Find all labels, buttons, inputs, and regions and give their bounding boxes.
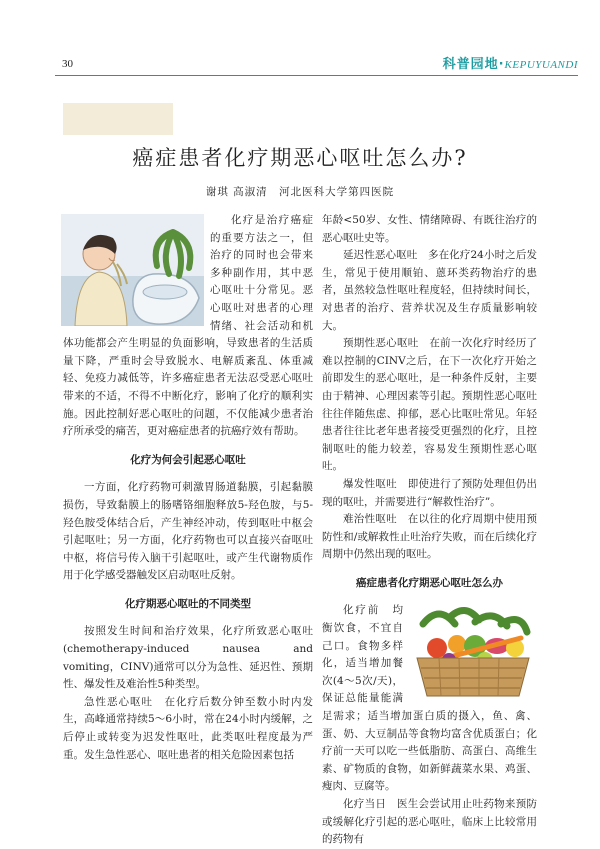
paragraph-anticipatory: 预期性恶心呕吐 在前一次化疗时经历了难以控制的CINV之后，在下一次化疗开始之前即发生的恶心呕吐，是一种条件反射，主要由于精神、心理因素等引起。预期性恶心呕吐往往伴随焦虑、抑郁，恶心比呕吐常见。年轻患者往往比老年患者接受更强烈的化疗，且控制呕吐的能力较差，容易发生预期性恶心呕吐。 — [322, 337, 537, 473]
article-title: 癌症患者化疗期恶心呕吐怎么办? — [132, 146, 468, 170]
brand-cn: 科普园地 — [442, 57, 499, 72]
brand-sep: · — [498, 57, 505, 72]
paragraph-before-chemo: 化疗前 均衡饮食，不宜自己口。食物多样化，适当增加餐次(4～5次/天)，保证总能量能满足需求；适当增加蛋白质的摄入，鱼、禽、蛋、奶、大豆制品等食物均富含优质蛋白；化疗前一天可以吃一些低脂肪、高蛋白、高维生素、矿物质的食物，如新鲜蔬菜水果、鸡蛋、瘦肉、豆腐等。 — [322, 604, 537, 793]
paragraph-types: 按照发生时间和治疗效果，化疗所致恶心呕吐(chemotherapy-induced nausea and vomiting，CINV)通常可以分为急性、延迟性、预期性、爆发性及难治性5种类型。 — [63, 625, 313, 691]
paragraph-refractory: 难治性呕吐 在以往的化疗周期中使用预防性和/或解救性止吐治疗失败，而在后续化疗周期中仍然出现的呕吐。 — [322, 513, 537, 561]
section-brand — [443, 53, 578, 72]
paragraph-breakthrough: 爆发性呕吐 即使进行了预防处理但仍出现的呕吐，并需要进行“解救性治疗”。 — [322, 477, 537, 508]
page-number: 30 — [62, 58, 73, 70]
heading-types: 化疗期恶心呕吐的不同类型 — [125, 597, 251, 610]
decorative-band — [63, 103, 173, 135]
heading-handle: 癌症患者化疗期恶心呕吐怎么办 — [356, 576, 503, 589]
brand-en: KEPUYUANDI — [504, 59, 578, 71]
paragraph-intro: 化疗是治疗癌症的重要方法之一，但治疗的同时也会带来多种副作用，其中恶心呕吐十分常见。恶心呕吐对患者的心理情绪、社会活动和机体功能都会产生明显的负面影响，导致患者的生活质量下降，严重时会导致脱水、电解质紊乱、体重减轻、免疫力减低等，许多癌症患者无法忍受恶心呕吐带来的不适，不得不中断化疗，影响了化疗的顺利实施。因此控制好恶心呕吐的问题，不仅能减少患者治疗所承受的痛苦，更对癌症患者的抗癌疗效有帮助。 — [63, 214, 313, 438]
paragraph-causes: 一方面，化疗药物可刺激胃肠道黏膜，引起黏膜损伤，导致黏膜上的肠嗜铬细胞释放5-羟色胺，与5-羟色胺受体结合后，产生神经冲动，传到呕吐中枢会引起呕吐；另一方面，化疗药物也可以直接兴奋呕吐中枢，将信号传入脑干引起呕吐，或产生代谢物质作用于化学感受器触发区启动呕吐反射。 — [63, 481, 313, 582]
heading-causes: 化疗为何会引起恶心呕吐 — [130, 453, 246, 466]
right-column — [322, 212, 537, 849]
paragraph-chemo-day: 化疗当日 医生会尝试用止吐药物来预防或缓解化疗引起的恶心呕吐，临床上比较常用的药物有 — [322, 798, 537, 846]
left-column — [63, 212, 313, 764]
article-authors: 谢琪 高淑清 河北医科大学第四医院 — [205, 186, 395, 198]
paragraph-acute: 急性恶心呕吐 在化疗后数分钟至数小时内发生，高峰通常持续5～6小时，常在24小时内缓解，之后停止或转变为迟发性呕吐，此类呕吐程度最为严重。发生急性恶心、呕吐患者的相关危险因素包括 — [63, 695, 313, 761]
paragraph-delayed: 延迟性恶心呕吐 多在化疗24小时之后发生，常见于使用顺铂、蒽环类药物治疗的患者，虽然较急性呕吐程度轻，但持续时间长，对患者的治疗、营养状况及生存质量影响较大。 — [322, 249, 537, 332]
patient-nausea-illustration — [61, 214, 204, 326]
header-rule — [55, 75, 578, 76]
vegetable-basket-photo — [409, 604, 537, 700]
paragraph-acute-cont: 年龄<50岁、女性、情绪障碍、有既往治疗的恶心呕吐史等。 — [322, 214, 537, 244]
